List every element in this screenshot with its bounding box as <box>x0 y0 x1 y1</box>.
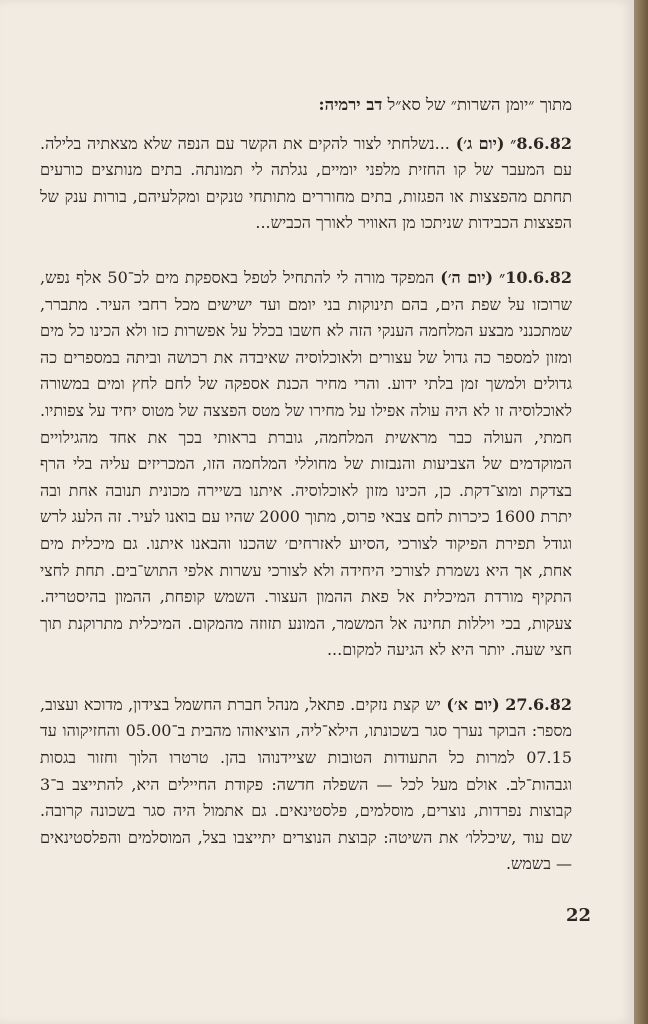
entry-text: ...נשלחתי לצור להקים את הקשר עם הנפה שלא מצאתיה בלילה. עם המעבר של קו החזית מלפני יומיים, נגלתה לי תמונתה. בתים מנותצים כורעים תחתם מהפצצות או הפגזות, בתים מחוררים מתותחי טנקים ומקלעיהם, בורות ענק של הפצצות הכבידות שניתכו מן האוויר לאורך הכביש... <box>40 133 572 233</box>
heading-prefix: מתוך ״יומן השרות״ של סא״ל <box>387 95 572 114</box>
entry-day: (יום ג׳) <box>455 133 505 153</box>
page-number: 22 <box>566 905 592 926</box>
diary-entry <box>40 265 572 664</box>
page-edge-shadow <box>634 0 648 1024</box>
entry-date: 10.6.82״ <box>499 267 572 287</box>
entry-day: (יום א׳) <box>446 694 500 714</box>
entry-text: המפקד מורה לי להתחיל לטפל באספקת מים לכ־50 אלף נפש, שרוכזו על שפת הים, בהם תינוקות בני יומם ועד ישישים מכל רחבי העיר. מתברר, שמתכנני מבצע המלחמה הענקי הזה לא חשבו בכלל על אפשרות כזו ולא הכינו כל מים ומזון למספר כה גדול של עצורים ולאוכלוסיה שאיבדה את רכושה וביתה במספרים כה גדולים ולמשך זמן בלתי ידוע. והרי מחיר הכנת אספקה של לחם לחץ ומים במשורה לאוכלוסיה זו לא היה עולה אפילו על מחירו של מטס הפצצה של מטוס יחיד על צפותיו. חמתי, העולה כבר מראשית המלחמה, גוברת בראותי בכך את אחד מהגילויים המוקדמים של הצביעות והנבזות של מחוללי המלחמה הזו, המכריזים עליה בלי הרף בצדקת ומוצ־דקת. כן, הכינו מזון לאוכלוסיה. איתנו בשיירה מכונית תנובה אחת ובה יתרת 1600 כיכרות לחם צבאי פרוס, מתוך 2000 שהיו עם בואנו לעיר. זה הלעג לרש וגודל תפירת הפיקוד לצורכי ,הסיוע לאזרחים׳ שהכנו והבאנו איתנו. גם מיכלית מים אחת, אך היא נשמרת לצורכי היחידה ולא לצורכי עשרות אלפי התוש־בים. תחת לחצי התקיף מורדת המיכלית אל פאת ההמון העצור. השמש קופחת, ההמון בהיסטריה. צעקות, בכי ויללות תחינה אל המשמר, המונע תזוזה מהמקום. המיכלית מתרוקנת תוך חצי שעה. יותר היא לא הגיעה למקום... <box>40 267 573 660</box>
diary-entry <box>40 131 572 237</box>
diary-entry <box>40 692 572 878</box>
entry-date: 8.6.82״ <box>510 133 572 153</box>
page-heading <box>40 92 572 119</box>
text-column <box>40 92 572 906</box>
heading-author: דב ירמיה: <box>318 95 383 114</box>
entry-day: (יום ה׳) <box>440 267 494 287</box>
entry-text: יש קצת נזקים. פתאל, מנהל חברת החשמל בצידון, מדוכא ועצוב, מספר: הבוקר נערך סגר בשכונתו, הילא־ליה, הוציאוהו מהבית ב־05.00 והחזיקוהו עד 07.15 למרות כל התעודות הטובות שציידנוהו בהן. טרטרו הלוך וחזור בגסות וגבהות־לב. אולם מעל לכל — השפלה חדשה: פקודת החיילים היא, להתייצב ב־3 קבוצות נפרדות, נוצרים, מוסלמים, פלסטינאים. גם אתמול היה סגר בשכונה קרובה. שם עוד ,שיכללו׳ את השיטה: קבוצת הנוצרים יתייצבו בצל, המוסלמים והפלסטינאים — בשמש. <box>40 694 573 874</box>
entry-date: 27.6.82 <box>505 694 572 714</box>
